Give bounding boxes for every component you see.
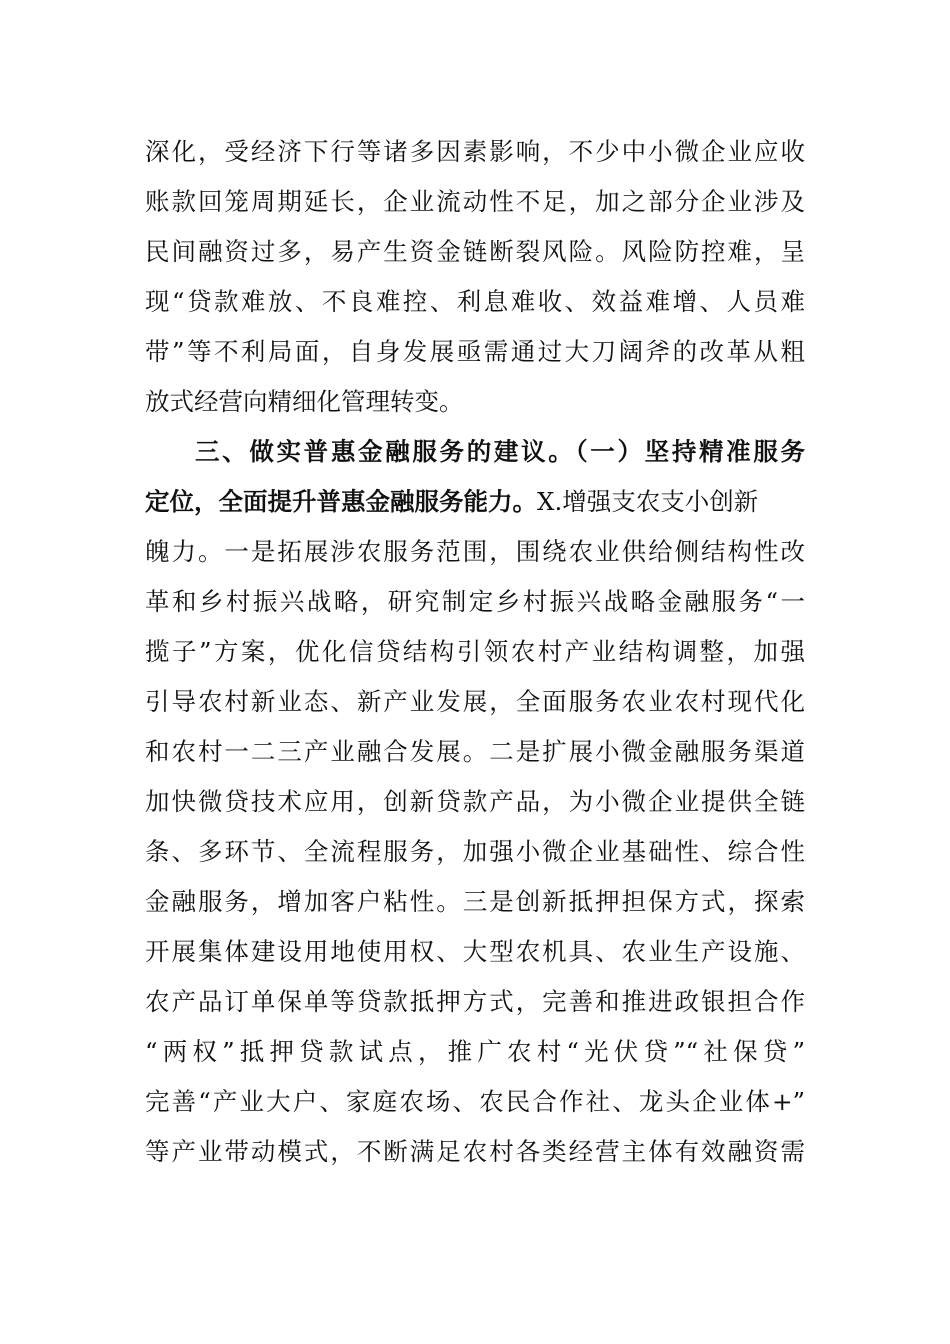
text-line: 开展集体建设用地使用权、大型农机具、农业生产设施、 bbox=[145, 937, 805, 966]
text-line: 等产业带动模式，不断满足农村各类经营主体有效融资需 bbox=[145, 1137, 805, 1166]
text-line: 深化，受经济下行等诸多因素影响，不少中小微企业应收 bbox=[145, 137, 805, 166]
subsection-heading: 定位，全面提升普惠金融服务能力。 bbox=[145, 487, 537, 516]
text-line: 加快微贷技术应用，创新贷款产品，为小微企业提供全链 bbox=[145, 787, 805, 816]
text-line: 引导农村新业态、新产业发展，全面服务农业农村现代化 bbox=[145, 687, 805, 716]
text-line: 魄力。一是拓展涉农服务范围，围绕农业供给侧结构性改 bbox=[145, 537, 805, 566]
text-line: 完善“产业大户、家庭农场、农民合作社、龙头企业体+” bbox=[145, 1087, 805, 1116]
text-line: “两权”抵押贷款试点，推广农村“光伏贷”“社保贷” bbox=[145, 1037, 805, 1066]
text-line: 账款回笼周期延长，企业流动性不足，加之部分企业涉及 bbox=[145, 187, 805, 216]
text-line: 金融服务，增加客户粘性。三是创新抵押担保方式，探索 bbox=[145, 887, 805, 916]
text-line: 揽子”方案，优化信贷结构引领农村产业结构调整，加强 bbox=[145, 637, 805, 666]
text-line: 现“贷款难放、不良难控、利息难收、效益难增、人员难 bbox=[145, 287, 805, 316]
text-line: 农产品订单保单等贷款抵押方式，完善和推进政银担合作 bbox=[145, 987, 805, 1016]
item-heading: X.增强支农支小创新 bbox=[537, 487, 759, 516]
section-heading: 三、做实普惠金融服务的建议。（一）坚持精准服务 bbox=[195, 437, 805, 466]
text-line: 带”等不利局面，自身发展亟需通过大刀阔斧的改革从粗 bbox=[145, 337, 805, 366]
text-line: 革和乡村振兴战略，研究制定乡村振兴战略金融服务“一 bbox=[145, 587, 805, 616]
text-line: 放式经营向精细化管理转变。 bbox=[145, 387, 464, 416]
text-line: 条、多环节、全流程服务，加强小微企业基础性、综合性 bbox=[145, 837, 805, 866]
text-line: 民间融资过多，易产生资金链断裂风险。风险防控难，呈 bbox=[145, 237, 805, 266]
text-line: 和农村一二三产业融合发展。二是扩展小微金融服务渠道 bbox=[145, 737, 805, 766]
subsection-heading-line bbox=[145, 482, 805, 522]
